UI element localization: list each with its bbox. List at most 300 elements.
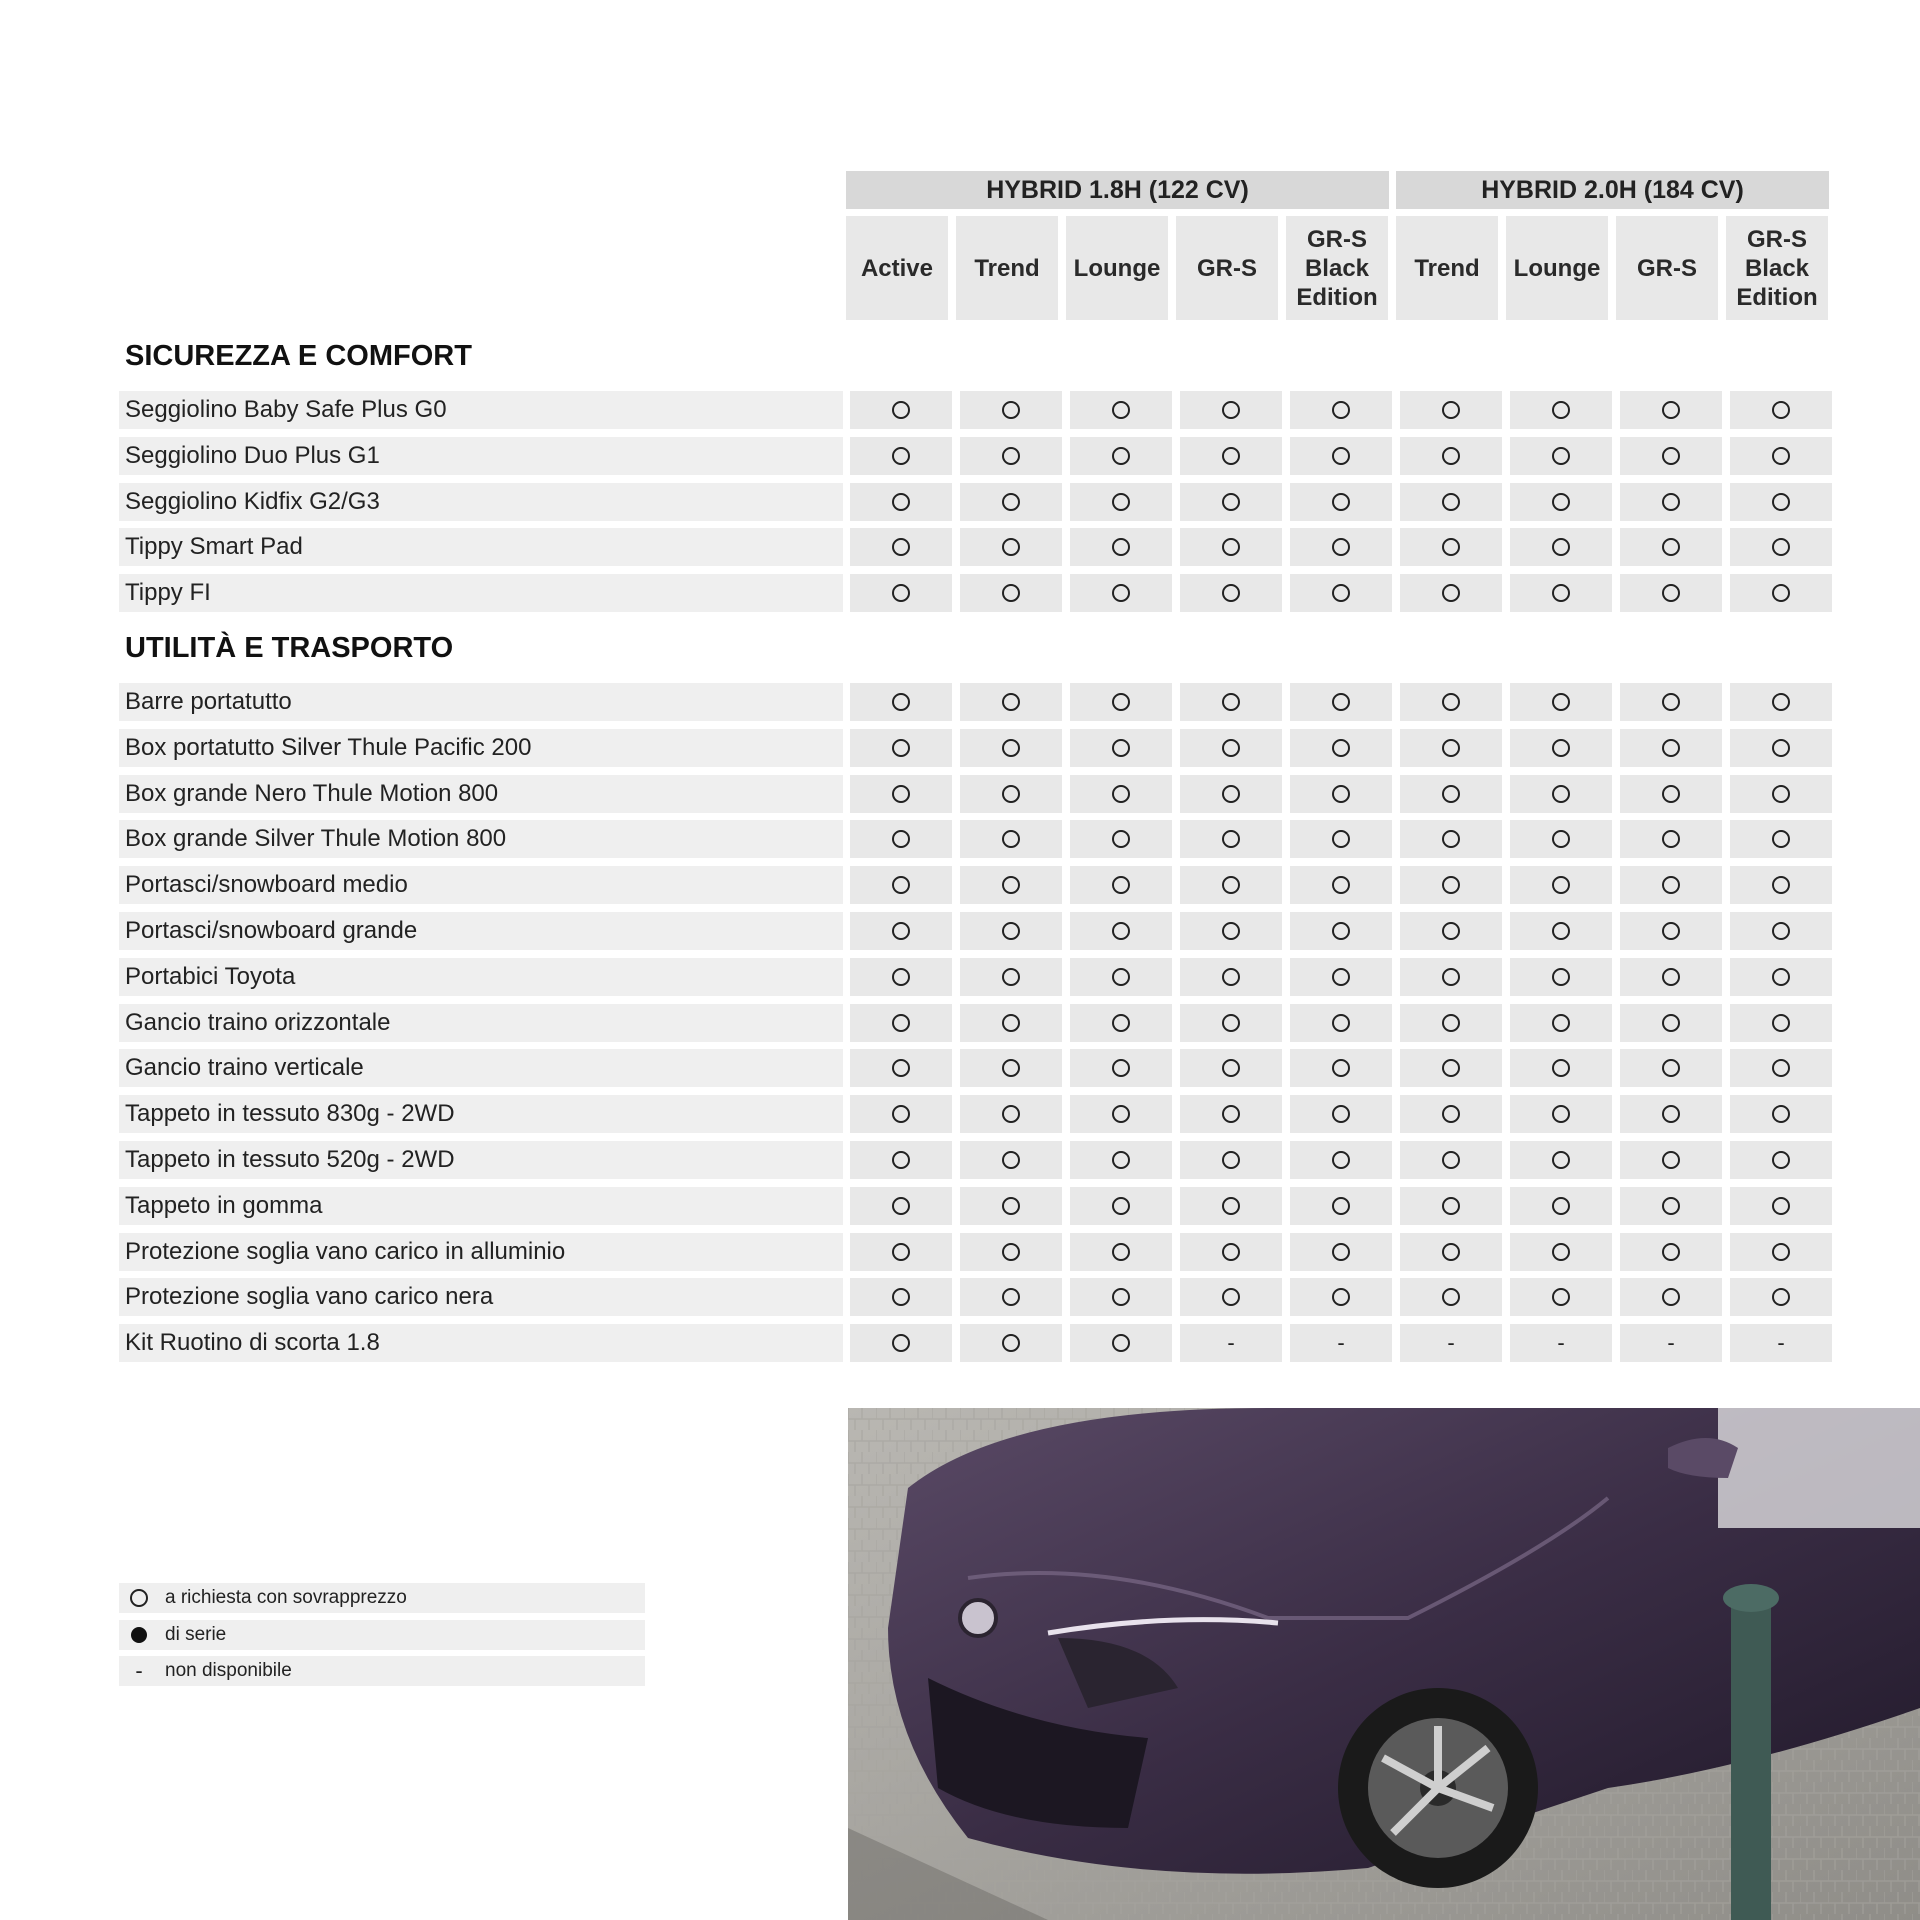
row-label: Portasci/snowboard grande bbox=[119, 912, 843, 950]
available-on-request-icon bbox=[1332, 968, 1350, 986]
available-on-request-icon bbox=[892, 968, 910, 986]
value-cell bbox=[1400, 528, 1502, 566]
available-on-request-icon bbox=[1442, 922, 1460, 940]
available-on-request-icon bbox=[1662, 693, 1680, 711]
available-on-request-icon bbox=[1222, 447, 1240, 465]
available-on-request-icon bbox=[1002, 447, 1020, 465]
value-cell bbox=[1730, 1095, 1832, 1133]
value-cell bbox=[1620, 528, 1722, 566]
row-label: Barre portatutto bbox=[119, 683, 843, 721]
available-on-request-icon bbox=[1552, 1288, 1570, 1306]
value-cell bbox=[850, 1049, 952, 1087]
value-cell bbox=[1730, 1049, 1832, 1087]
available-on-request-icon bbox=[1112, 739, 1130, 757]
value-cell bbox=[960, 1324, 1062, 1362]
value-cell bbox=[850, 528, 952, 566]
available-on-request-icon bbox=[1442, 401, 1460, 419]
row-label: Seggiolino Kidfix G2/G3 bbox=[119, 483, 843, 521]
available-on-request-icon bbox=[1332, 1014, 1350, 1032]
available-on-request-icon bbox=[1332, 785, 1350, 803]
row-label: Seggiolino Baby Safe Plus G0 bbox=[119, 391, 843, 429]
available-on-request-icon bbox=[1552, 1105, 1570, 1123]
value-cell bbox=[1510, 1324, 1612, 1362]
value-cell bbox=[850, 729, 952, 767]
row-label: Box portatutto Silver Thule Pacific 200 bbox=[119, 729, 843, 767]
column-header: GR-S Black Edition bbox=[1726, 216, 1828, 320]
available-on-request-icon bbox=[1772, 1105, 1790, 1123]
value-cell bbox=[1290, 958, 1392, 996]
value-cell bbox=[1400, 958, 1502, 996]
value-cell bbox=[1290, 574, 1392, 612]
value-cell bbox=[1290, 437, 1392, 475]
value-cell bbox=[1730, 683, 1832, 721]
available-on-request-icon bbox=[1112, 876, 1130, 894]
available-on-request-icon bbox=[1552, 584, 1570, 602]
available-on-request-icon bbox=[1662, 538, 1680, 556]
section-title: SICUREZZA E COMFORT bbox=[125, 340, 472, 372]
not-available-icon: - bbox=[1777, 1330, 1785, 1356]
value-cell bbox=[960, 437, 1062, 475]
value-cell bbox=[1400, 1004, 1502, 1042]
value-cell bbox=[850, 958, 952, 996]
value-cell bbox=[960, 1141, 1062, 1179]
value-cell bbox=[1510, 1141, 1612, 1179]
car-image bbox=[848, 1408, 1920, 1920]
value-cell bbox=[1510, 574, 1612, 612]
value-cell bbox=[1400, 1141, 1502, 1179]
value-cell bbox=[1070, 1187, 1172, 1225]
value-cell bbox=[1290, 1141, 1392, 1179]
available-on-request-icon bbox=[1772, 693, 1790, 711]
value-cell bbox=[1400, 683, 1502, 721]
value-cell bbox=[850, 437, 952, 475]
available-on-request-icon bbox=[1552, 1014, 1570, 1032]
value-cell bbox=[1070, 912, 1172, 950]
available-on-request-icon bbox=[1332, 1243, 1350, 1261]
available-on-request-icon bbox=[1002, 922, 1020, 940]
available-on-request-icon bbox=[1002, 493, 1020, 511]
value-cell bbox=[1510, 912, 1612, 950]
value-cell bbox=[1510, 866, 1612, 904]
available-on-request-icon bbox=[1442, 1014, 1460, 1032]
value-cell bbox=[960, 958, 1062, 996]
available-on-request-icon bbox=[1112, 1197, 1130, 1215]
value-cell bbox=[1730, 958, 1832, 996]
value-cell bbox=[1400, 574, 1502, 612]
available-on-request-icon bbox=[892, 1014, 910, 1032]
available-on-request-icon bbox=[1442, 876, 1460, 894]
value-cell bbox=[1400, 729, 1502, 767]
value-cell bbox=[1180, 820, 1282, 858]
value-cell bbox=[1510, 1049, 1612, 1087]
available-on-request-icon bbox=[1772, 584, 1790, 602]
available-on-request-icon bbox=[1002, 1243, 1020, 1261]
available-on-request-icon bbox=[1002, 1334, 1020, 1352]
available-on-request-icon bbox=[1772, 922, 1790, 940]
available-on-request-icon bbox=[1222, 1288, 1240, 1306]
available-on-request-icon bbox=[1662, 1197, 1680, 1215]
value-cell bbox=[1180, 958, 1282, 996]
value-cell bbox=[1180, 912, 1282, 950]
value-cell bbox=[850, 1278, 952, 1316]
available-on-request-icon bbox=[892, 447, 910, 465]
available-on-request-icon bbox=[1222, 584, 1240, 602]
available-on-request-icon bbox=[1002, 1197, 1020, 1215]
available-on-request-icon bbox=[1002, 1151, 1020, 1169]
available-on-request-icon bbox=[1332, 693, 1350, 711]
legend-item bbox=[119, 1656, 645, 1686]
row-label: Portabici Toyota bbox=[119, 958, 843, 996]
value-cell bbox=[1290, 391, 1392, 429]
available-on-request-icon bbox=[1222, 785, 1240, 803]
value-cell bbox=[1730, 1278, 1832, 1316]
available-on-request-icon bbox=[892, 493, 910, 511]
available-on-request-icon bbox=[1772, 1151, 1790, 1169]
value-cell bbox=[1510, 1187, 1612, 1225]
value-cell bbox=[1730, 775, 1832, 813]
available-on-request-icon bbox=[1002, 1059, 1020, 1077]
value-cell bbox=[1070, 1004, 1172, 1042]
value-cell bbox=[1180, 574, 1282, 612]
value-cell bbox=[960, 528, 1062, 566]
value-cell bbox=[1070, 775, 1172, 813]
available-on-request-icon bbox=[1222, 739, 1240, 757]
value-cell bbox=[1290, 683, 1392, 721]
legend-label: non disponibile bbox=[165, 1660, 292, 1681]
available-on-request-icon bbox=[892, 1334, 910, 1352]
group-header-hybrid-20: HYBRID 2.0H (184 CV) bbox=[1396, 171, 1829, 209]
column-header: Trend bbox=[956, 216, 1058, 320]
value-cell bbox=[1620, 391, 1722, 429]
available-on-request-icon bbox=[1552, 1059, 1570, 1077]
available-on-request-icon bbox=[1772, 447, 1790, 465]
value-cell bbox=[1730, 574, 1832, 612]
available-on-request-icon bbox=[1662, 785, 1680, 803]
available-on-request-icon bbox=[1222, 538, 1240, 556]
available-on-request-icon bbox=[1222, 493, 1240, 511]
available-on-request-icon bbox=[892, 538, 910, 556]
column-header: GR-S bbox=[1176, 216, 1278, 320]
available-on-request-icon bbox=[1552, 1243, 1570, 1261]
value-cell bbox=[1070, 1141, 1172, 1179]
available-on-request-icon bbox=[1442, 584, 1460, 602]
value-cell bbox=[1510, 437, 1612, 475]
available-on-request-icon bbox=[1332, 876, 1350, 894]
available-on-request-icon bbox=[1442, 447, 1460, 465]
car-photo bbox=[848, 1408, 1920, 1920]
available-on-request-icon bbox=[1772, 1243, 1790, 1261]
available-on-request-icon bbox=[1662, 447, 1680, 465]
value-cell bbox=[1510, 1278, 1612, 1316]
value-cell bbox=[1510, 729, 1612, 767]
value-cell bbox=[1510, 820, 1612, 858]
group-header-hybrid-18: HYBRID 1.8H (122 CV) bbox=[846, 171, 1389, 209]
available-on-request-icon bbox=[1662, 1105, 1680, 1123]
available-on-request-icon bbox=[1222, 1105, 1240, 1123]
available-on-request-icon bbox=[892, 739, 910, 757]
available-on-request-icon bbox=[1442, 1151, 1460, 1169]
available-on-request-icon bbox=[1772, 1059, 1790, 1077]
value-cell bbox=[1400, 1187, 1502, 1225]
value-cell bbox=[1400, 820, 1502, 858]
available-on-request-icon bbox=[1332, 1059, 1350, 1077]
available-on-request-icon bbox=[1222, 830, 1240, 848]
value-cell bbox=[1620, 1187, 1722, 1225]
value-cell bbox=[1730, 528, 1832, 566]
available-on-request-icon bbox=[1222, 1243, 1240, 1261]
available-on-request-icon bbox=[1662, 1014, 1680, 1032]
row-label: Protezione soglia vano carico nera bbox=[119, 1278, 843, 1316]
available-on-request-icon bbox=[1112, 401, 1130, 419]
value-cell bbox=[1620, 775, 1722, 813]
legend-item bbox=[119, 1620, 645, 1650]
value-cell bbox=[1730, 1004, 1832, 1042]
value-cell bbox=[1400, 1324, 1502, 1362]
available-on-request-icon bbox=[1002, 538, 1020, 556]
available-on-request-icon bbox=[892, 876, 910, 894]
value-cell bbox=[1620, 683, 1722, 721]
value-cell bbox=[1620, 1233, 1722, 1271]
available-on-request-icon bbox=[1222, 876, 1240, 894]
value-cell bbox=[960, 729, 1062, 767]
row-label: Kit Ruotino di scorta 1.8 bbox=[119, 1324, 843, 1362]
value-cell bbox=[850, 574, 952, 612]
value-cell bbox=[1180, 729, 1282, 767]
legend-symbol bbox=[123, 1627, 155, 1643]
value-cell bbox=[1400, 775, 1502, 813]
available-on-request-icon bbox=[1002, 830, 1020, 848]
value-cell bbox=[850, 1187, 952, 1225]
available-on-request-icon bbox=[1112, 493, 1130, 511]
value-cell bbox=[1620, 912, 1722, 950]
value-cell bbox=[1510, 1233, 1612, 1271]
available-on-request-icon bbox=[1552, 693, 1570, 711]
available-on-request-icon bbox=[1552, 876, 1570, 894]
available-on-request-icon bbox=[1772, 538, 1790, 556]
value-cell bbox=[1290, 483, 1392, 521]
available-on-request-icon bbox=[1442, 830, 1460, 848]
value-cell bbox=[1180, 483, 1282, 521]
available-on-request-icon bbox=[892, 1105, 910, 1123]
not-available-icon: - bbox=[135, 1658, 143, 1683]
available-on-request-icon bbox=[1552, 1151, 1570, 1169]
not-available-icon: - bbox=[1337, 1330, 1345, 1356]
available-on-request-icon bbox=[1772, 1288, 1790, 1306]
value-cell bbox=[1510, 775, 1612, 813]
available-on-request-icon bbox=[1662, 968, 1680, 986]
available-on-request-icon bbox=[1442, 1243, 1460, 1261]
legend-symbol bbox=[123, 1589, 155, 1607]
value-cell bbox=[850, 866, 952, 904]
value-cell bbox=[1620, 483, 1722, 521]
value-cell bbox=[850, 820, 952, 858]
row-label: Protezione soglia vano carico in alluminio bbox=[119, 1233, 843, 1271]
row-label: Box grande Nero Thule Motion 800 bbox=[119, 775, 843, 813]
value-cell bbox=[1400, 1278, 1502, 1316]
value-cell bbox=[1730, 866, 1832, 904]
value-cell bbox=[960, 391, 1062, 429]
value-cell bbox=[1290, 1187, 1392, 1225]
value-cell bbox=[1510, 391, 1612, 429]
available-on-request-icon bbox=[1332, 830, 1350, 848]
available-on-request-icon bbox=[1002, 876, 1020, 894]
row-label: Tippy FI bbox=[119, 574, 843, 612]
available-on-request-icon bbox=[1332, 447, 1350, 465]
available-on-request-icon bbox=[1442, 493, 1460, 511]
value-cell bbox=[1180, 775, 1282, 813]
value-cell bbox=[1290, 528, 1392, 566]
available-on-request-icon bbox=[1332, 1288, 1350, 1306]
available-on-request-icon bbox=[1772, 493, 1790, 511]
available-on-request-icon bbox=[1002, 1288, 1020, 1306]
available-on-request-icon bbox=[1112, 1105, 1130, 1123]
row-label: Tappeto in gomma bbox=[119, 1187, 843, 1225]
value-cell bbox=[1070, 1233, 1172, 1271]
value-cell bbox=[1400, 866, 1502, 904]
available-on-request-icon bbox=[1552, 538, 1570, 556]
section-title: UTILITÀ E TRASPORTO bbox=[125, 632, 454, 664]
available-on-request-icon bbox=[892, 785, 910, 803]
row-label: Tippy Smart Pad bbox=[119, 528, 843, 566]
available-on-request-icon bbox=[892, 1288, 910, 1306]
value-cell bbox=[1510, 483, 1612, 521]
value-cell bbox=[1620, 1324, 1722, 1362]
value-cell bbox=[1290, 866, 1392, 904]
column-header: GR-S Black Edition bbox=[1286, 216, 1388, 320]
available-on-request-icon bbox=[1552, 493, 1570, 511]
value-cell bbox=[1070, 574, 1172, 612]
available-on-request-icon bbox=[1002, 401, 1020, 419]
available-on-request-icon bbox=[1662, 493, 1680, 511]
value-cell bbox=[1730, 1233, 1832, 1271]
available-on-request-icon bbox=[1552, 922, 1570, 940]
available-on-request-icon bbox=[1772, 968, 1790, 986]
row-label: Gancio traino orizzontale bbox=[119, 1004, 843, 1042]
value-cell bbox=[1730, 1141, 1832, 1179]
value-cell bbox=[1180, 683, 1282, 721]
value-cell bbox=[1620, 866, 1722, 904]
value-cell bbox=[1180, 1233, 1282, 1271]
value-cell bbox=[1510, 528, 1612, 566]
value-cell bbox=[1180, 1324, 1282, 1362]
available-on-request-icon bbox=[1442, 739, 1460, 757]
row-label: Portasci/snowboard medio bbox=[119, 866, 843, 904]
available-on-request-icon bbox=[1442, 785, 1460, 803]
available-on-request-icon bbox=[1552, 447, 1570, 465]
available-on-request-icon bbox=[1002, 1105, 1020, 1123]
value-cell bbox=[1070, 1278, 1172, 1316]
available-on-request-icon bbox=[1222, 1059, 1240, 1077]
available-on-request-icon bbox=[1112, 830, 1130, 848]
value-cell bbox=[1620, 1278, 1722, 1316]
available-on-request-icon bbox=[1112, 968, 1130, 986]
value-cell bbox=[960, 683, 1062, 721]
value-cell bbox=[1070, 729, 1172, 767]
row-label: Gancio traino verticale bbox=[119, 1049, 843, 1087]
row-label: Box grande Silver Thule Motion 800 bbox=[119, 820, 843, 858]
value-cell bbox=[1290, 729, 1392, 767]
value-cell bbox=[1620, 574, 1722, 612]
value-cell bbox=[1070, 1049, 1172, 1087]
legend-symbol bbox=[123, 1660, 155, 1682]
available-on-request-icon bbox=[1222, 1197, 1240, 1215]
value-cell bbox=[1400, 391, 1502, 429]
value-cell bbox=[1400, 437, 1502, 475]
available-on-request-icon bbox=[1332, 1105, 1350, 1123]
available-on-request-icon bbox=[1662, 876, 1680, 894]
legend-label: a richiesta con sovrapprezzo bbox=[165, 1587, 407, 1608]
available-on-request-icon bbox=[1442, 1288, 1460, 1306]
legend-label: di serie bbox=[165, 1623, 227, 1645]
value-cell bbox=[1290, 1049, 1392, 1087]
available-on-request-icon bbox=[892, 830, 910, 848]
value-cell bbox=[1070, 958, 1172, 996]
value-cell bbox=[1730, 820, 1832, 858]
available-on-request-icon bbox=[892, 401, 910, 419]
available-on-request-icon bbox=[1112, 1288, 1130, 1306]
available-on-request-icon bbox=[1772, 830, 1790, 848]
available-on-request-icon bbox=[1662, 1243, 1680, 1261]
value-cell bbox=[1290, 820, 1392, 858]
value-cell bbox=[1180, 391, 1282, 429]
value-cell bbox=[1400, 912, 1502, 950]
value-cell bbox=[960, 775, 1062, 813]
available-on-request-icon bbox=[1442, 1105, 1460, 1123]
available-on-request-icon bbox=[1442, 538, 1460, 556]
not-available-icon: - bbox=[1227, 1330, 1235, 1356]
not-available-icon: - bbox=[1557, 1330, 1565, 1356]
standard-icon bbox=[131, 1627, 147, 1643]
available-on-request-icon bbox=[1112, 538, 1130, 556]
available-on-request-icon bbox=[1662, 401, 1680, 419]
value-cell bbox=[1070, 683, 1172, 721]
value-cell bbox=[1070, 391, 1172, 429]
available-on-request-icon bbox=[1552, 785, 1570, 803]
value-cell bbox=[960, 1049, 1062, 1087]
value-cell bbox=[1510, 1004, 1612, 1042]
column-header: GR-S bbox=[1616, 216, 1718, 320]
available-on-request-icon bbox=[1222, 922, 1240, 940]
value-cell bbox=[1070, 1095, 1172, 1133]
value-cell bbox=[850, 1004, 952, 1042]
value-cell bbox=[1400, 1049, 1502, 1087]
available-on-request-icon bbox=[1772, 739, 1790, 757]
value-cell bbox=[1290, 1233, 1392, 1271]
value-cell bbox=[1620, 820, 1722, 858]
legend-item bbox=[119, 1583, 645, 1613]
available-on-request-icon bbox=[1112, 447, 1130, 465]
row-label: Tappeto in tessuto 520g - 2WD bbox=[119, 1141, 843, 1179]
value-cell bbox=[1620, 729, 1722, 767]
value-cell bbox=[1620, 1141, 1722, 1179]
available-on-request-icon bbox=[892, 1243, 910, 1261]
value-cell bbox=[1510, 958, 1612, 996]
value-cell bbox=[1290, 1324, 1392, 1362]
column-header: Active bbox=[846, 216, 948, 320]
column-header: Trend bbox=[1396, 216, 1498, 320]
value-cell bbox=[1620, 958, 1722, 996]
not-available-icon: - bbox=[1667, 1330, 1675, 1356]
available-on-request-icon bbox=[892, 1197, 910, 1215]
row-label: Tappeto in tessuto 830g - 2WD bbox=[119, 1095, 843, 1133]
value-cell bbox=[850, 1324, 952, 1362]
available-on-request-icon bbox=[1662, 922, 1680, 940]
available-on-request-icon bbox=[1552, 401, 1570, 419]
available-on-request-icon bbox=[1662, 584, 1680, 602]
value-cell bbox=[1730, 483, 1832, 521]
available-on-request-icon bbox=[1222, 693, 1240, 711]
available-on-request-icon bbox=[1772, 785, 1790, 803]
